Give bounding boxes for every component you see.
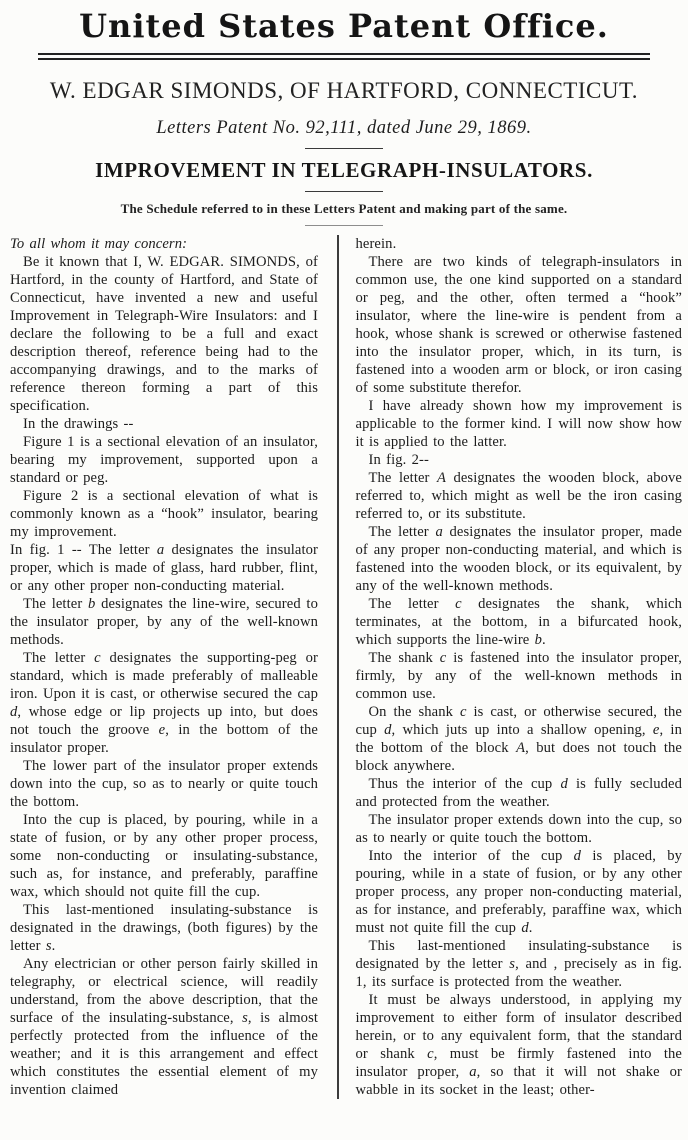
section-rule: [305, 191, 383, 192]
double-rule: [38, 53, 650, 60]
column-left: [10, 235, 318, 1099]
paragraph: In fig. 1 -- The letter a designates the insulator proper, which is made of glass, hard rubber, flint, or any other proper non-conducting material.: [10, 542, 318, 594]
paragraph: I have already shown how my improvement is applicable to the former kind. I will now show how it is applied to the latter.: [355, 398, 682, 450]
paragraph: To all whom it may concern:: [10, 236, 188, 252]
paragraph: The letter c designates the supporting-peg or standard, which is made preferably of malleable iron. Upon it is cast, or otherwise secured the cap d, whose edge or lip projects up into, but does not touch the groove e, in the bottom of the insulator proper.: [10, 650, 319, 756]
paragraph: The letter c designates the shank, which terminates, at the bottom, in a bifurcated hook, which supports the line-wire b.: [355, 596, 682, 648]
paragraph: This last-mentioned insulating-substance is designated by the letter s, and , precisely as in fig. 1, its surface is protected from the weather.: [355, 938, 683, 990]
invention-title: IMPROVEMENT IN TELEGRAPH-INSULATORS.: [95, 158, 593, 182]
paragraph: The letter b designates the line-wire, secured to the insulator proper, by any of the well-known methods.: [10, 596, 318, 648]
paragraph: Into the cup is placed, by pouring, while in a state of fusion, or by any other proper process, some non-conducting or insulating-substance, such as, for instance, and preferably, paraffine wax, which should not quite fill the cup.: [10, 812, 318, 900]
paragraph: Thus the interior of the cup d is fully secluded and protected from the weather.: [355, 776, 682, 810]
paragraph: The letter A designates the wooden block, above referred to, which might as well be the iron casing referred to, or its substitute.: [355, 470, 682, 522]
paragraph: The letter a designates the insulator proper, made of any proper non-conducting material, and which is fastened into the wooden block, or its equivalent, by any of the well-known methods.: [355, 524, 682, 594]
paragraph: In fig. 2--: [368, 452, 429, 468]
paragraph: It must be always understood, in applying my improvement to either form of insulator described herein, or to any equivalent form, that the standard or shank c, must be firmly fastened into the insulator proper, a, so that it will not shake or wabble in its socket in the least; other-: [355, 992, 682, 1098]
inventor-heading: W. EDGAR SIMONDS, OF HARTFORD, CONNECTICUT.: [49, 78, 639, 103]
patent-number-line: Letters Patent No. 92,111, dated June 29, 1869.: [156, 118, 532, 138]
paragraph: Figure 1 is a sectional elevation of an insulator, bearing my improvement, supported upon a standard or peg.: [10, 434, 318, 486]
paragraph: In the drawings --: [23, 416, 134, 432]
paragraph: On the shank c is cast, or otherwise secured, the cup d, which juts up into a shallow opening, e, in the bottom of the block A, but does not touch the block anywhere.: [355, 704, 682, 774]
paragraph: The lower part of the insulator proper extends down into the cup, so as to nearly or quite touch the bottom.: [10, 758, 318, 810]
paragraph: herein.: [355, 236, 397, 252]
paragraph: The insulator proper extends down into the cup, so as to nearly or quite touch the bottom.: [355, 812, 682, 846]
column-right: [356, 235, 683, 1099]
paragraph: Into the interior of the cup d is placed, by pouring, while in a state of fusion, or by any other proper process, any proper non-conducting material, as for instance, and preferably, paraffine wax, which must not quite fill the cup d.: [355, 848, 682, 936]
paragraph: This last-mentioned insulating-substance is designated in the drawings, (both figures) by the letter s.: [10, 902, 318, 954]
paragraph: There are two kinds of telegraph-insulators in common use, the one kind supported on a standard or peg, and the other, often termed a “hook” insulator, where the line-wire is pendent from a hook, whose shank is screwed or otherwise fastened into the insulator proper, which, in its turn, is fastened into a wooden arm or block, or iron casing of some substitute therefor.: [355, 254, 682, 396]
paragraph: Any electrician or other person fairly skilled in telegraphy, or electrical science, will readily understand, from the above description, that the surface of the insulating-substance, s, is almost perfectly protected from the influence of the weather; and it is this arrangement and effect which constitutes the essential element of my invention claimed: [10, 956, 319, 1098]
section-rule: [305, 148, 383, 149]
paragraph: Be it known that I, W. EDGAR. SIMONDS, of Hartford, in the county of Hartford, and State of Connecticut, have invented a new and useful Improvement in Telegraph-Wire Insulators: and I declare the following to be a full and exact description thereof, reference being had to the accompanying drawings, and to the marks of reference thereon forming a part of this specification.: [10, 254, 318, 414]
section-rule: [305, 225, 383, 226]
schedule-note: The Schedule referred to in these Letters Patent and making part of the same.: [120, 201, 568, 216]
paragraph: Figure 2 is a sectional elevation of what is commonly known as a “hook” insulator, bearing my improvement.: [10, 488, 318, 540]
text-columns: [0, 235, 688, 1099]
column-divider: [337, 235, 339, 1099]
paragraph: The shank c is fastened into the insulator proper, firmly, by any of the well-known methods in common use.: [355, 650, 682, 702]
masthead-title: United States Patent Office.: [79, 7, 609, 45]
